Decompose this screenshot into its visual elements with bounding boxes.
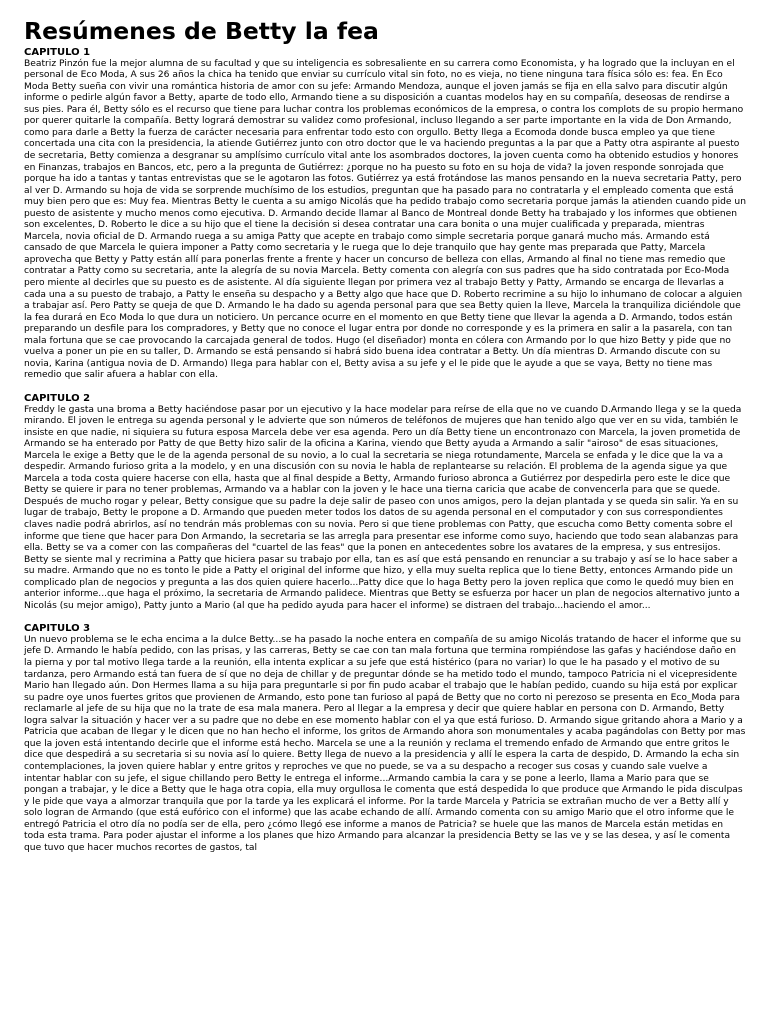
chapter-2 — [24, 393, 746, 612]
chapter-body: Freddy le gasta una broma a Betty haciéndose pasar por un ejecutivo y la hace modelar para reírse de ella que no ve cuando D.Armando llega y se la queda mirando. El joven le entrega su agenda personal y le advierte que son números de teléfonos de mujeres que han tenido algo que ver en su vida, también le insiste en que nadie, ni siquiera su futura esposa Marcela debe ver esa agenda. Pero un día Betty tiene un encontronazo con Marcela, la joven prometida de Armando se ha enterado por Patty de que Betty hizo salir de la oficina a Karina, viendo que Betty ayuda a Armando a salir "airoso" de esas situaciones, Marcela le exige a Betty que le de la agenda personal de su novio, a lo cual la secretaria se niega rotundamente, Marcela se enfada y le dice que la va a despedir. Armando furioso grita a la modelo, y en una discusión con su novia le habla de replantearse su relación. El problema de la agenda sigue ya que Marcela a toda costa quiere hacerse con ella, hasta que al final despide a Betty, Armando furioso abronca a Gutiérrez por despedirla pero este le dice que Betty se quiere ir para no tener problemas, Armando va a hablar con la joven y le hace una tierna caricia que acabe de convencerla para que se quede. Después de mucho rogar y pelear, Betty consigue que su padre la deje salir de paseo con unos amigos, pero la dejan plantada y se queda sin salir. Ya en su lugar de trabajo, Betty le propone a D. Armando que pueden meter todos los datos de su agenda personal en el computador y con sus correspondientes claves nadie podrá abrirlos, así no tendrán más problemas con su novia. Pero si que tiene problemas con Patty, que escucha como Betty comenta sobre el informe que tiene que hacer para Don Armando, la secretaria se las arregla para presentar ese informe como suyo, haciendo que todo sean alabanzas para ella. Betty se va a comer con las compañeras del "cuartel de las feas" que la ponen en antecedentes sobre los avatares de la empresa, y sus entresijos. Betty se siente mal y recrimina a Patty que hiciera pasar su trabajo por ella, tan es así que está pensando en renunciar a su trabajo y así se lo hace saber a su madre. Armando que no es tonto le pide a Patty el original del informe que hizo, y ella muy suelta replica que lo tiene Betty, entonces Armando pide un complicado plan de negocios y pregunta a las dos quien quiere hacerlo...Patty dice que lo haga Betty pero la joven replica que como le quedó muy bien en anterior informe...que haga el próximo, la secretaria de Armando palidece. Mientras que Betty se esfuerza por hacer un plan de negocios alternativo junto a Nicolás (su mejor amigo), Patty junto a Mario (al que ha pedido ayuda para hacer el informe) se distraen del trabajo...haciendo el amor... — [24, 404, 742, 611]
chapter-heading: CAPITULO 2 — [24, 392, 91, 404]
chapter-heading: CAPITULO 1 — [24, 47, 91, 58]
chapter-body: Beatriz Pinzón fue la mejor alumna de su facultad y que su inteligencia es sobresaliente en su carrera como Economista, y ha logrado que la incluyan en el personal de Eco Moda, A sus 26 años la chica ha tenido que enviar su currículo vital sin foto, no es vieja, no tiene ninguna tara física sólo es: fea. En Eco Moda Betty sueña con vivir una romántica historia de amor con su jefe: Armando Mendoza, aunque el joven jamás se fija en ella salvo para discutir algún informe o pedirle algún favor a Betty, aparte de todo ello, Armando tiene a su disposición a cuantas modelos hay en su compañía, deseosas de rendirse a sus pies. Para él, Betty sólo es el recurso que tiene para luchar contra los problemas económicos de la empresa, o contra los complots de su propio hermano por querer quitarle la compañía. Betty logrará demostrar su validez como profesional, incluso llegando a ser parte importante en la vida de Don Armando, como para darle a Betty la fuerza de carácter necesaria para enfrentar todo esto con orgullo. Betty llega a Ecomoda donde busca empleo ya que tiene concertada una cita con la presidencia, la atiende Gutiérrez junto con otro doctor que le va haciendo preguntas a la par que a Patty otra aspirante al puesto de secretaria, Betty comienza a desgranar su amplísimo currículo vital ante los asombrados doctores, la joven cuenta como ha obtenido estudios y honores en Finanzas, trabajos en Bancos, etc, pero a la pregunta de Gutiérrez: ¿porque no ha puesto su foto en su hoja de vida? la joven responde sonrojada que porque ha ido a tantas y tantas entrevistas que se le agotaron las fotos. Gutiérrez ya está frotándose las manos pensando en la nueva secretaria Patty, pero al ver D. Armando su hoja de vida se sorprende muchísimo de los estudios, preguntan que ha pasado para no contratarla y el empleado comenta que está muy bien pero que es: Muy fea. Mientras Betty le cuenta a su amigo Nicolás que ha pedido trabajo como secretaria porque jamás la atienden cuando pide un puesto de asistente y mucho menos como ejecutiva. D. Armando decide llamar al Banco de Montreal donde Betty ha trabajado y los informes que obtienen son excelentes, D. Roberto le dice a su hijo que el tiene la decisión si desea contratar una cara bonita o una mujer cualificada y preparada, mientras Marcela, novia oficial de D. Armando ruega a su amiga Patty que acepte en trabajo como simple secretaria porque ganará mucho más. Armando está cansado de que Marcela le quiera imponer a Patty como secretaria y le ruega que lo deje tranquilo que hay gente mas preparada que Patty, Marcela aprovecha que Betty y Patty están allí para ponerlas frente a frente y hacer un concurso de belleza con ellas, Armando al final no tiene mas remedio que contratar a Patty como su secretaria, ante la alegría de su novia Marcela. Betty comenta con alegría con sus padres que ha sido contratada por Eco-Moda pero miente al decirles que su puesto es de asistente. Al día siguiente llegan por primera vez al trabajo Betty y Patty, Armando se encarga de llevarlas a cada una a su puesto de trabajo, a Patty le enseña su despacho y a Betty algo que hace que D. Roberto recrimine a su hijo lo inhumano de colocar a alguien a trabajar así. Pero Patty se queja de que D. Armando le ha dado su agenda personal para que sea Betty quien la lleve, Marcela la tranquiliza diciéndole que la fea durará en Eco Moda lo que dura un noticiero. Un percance ocurre en el momento en que Betty tiene que llevar la agenda a D. Armando, todos están preparando un desfile para los compradores, y Betty que no conoce el lugar entra por donde no corresponde y es la primera en salir a la pasarela, con tan mala fortuna que se cae provocando la carcajada general de todos. Hugo (el diseñador) monta en cólera con Armando por lo que hizo Betty y pide que no vuelva a poner un pie en su taller, D. Armando se está pensando si habrá sido buena idea contratar a Betty. Un día mientras D. Armando discute con su novia, Karina (antigua novia de D. Armando) llega para hablar con el, Betty avisa a su jefe y el le pide que le ayude a que se vaya, Betty no tiene mas remedio que salir afuera a hablar con ella. — [24, 58, 747, 381]
chapter-spacer — [24, 382, 746, 393]
chapter-3 — [24, 623, 746, 854]
document-title: Resúmenes de Betty la fea — [24, 17, 379, 45]
chapter-heading: CAPITULO 3 — [24, 623, 91, 635]
chapter-body: Un nuevo problema se le echa encima a la dulce Betty...se ha pasado la noche entera en compañía de su amigo Nicolás tratando de hacer el informe que su jefe D. Armando le había pedido, con las prisas, y las carreras, Betty se cae con tan mala fortuna que termina rompiéndose las gafas y haciéndose daño en la pierna y por tal motivo llega tarde a la reunión, ella intenta explicar a su jefe que está histérico (para no variar) lo que le ha pasado y el motivo de su tardanza, pero Armando está tan fuera de sí que no deja de chillar y de preguntar dónde se ha metido todo el mundo, tampoco Patricia ni el vicepresidente Mario han llegado aún. Don Hermes llama a su hija para preguntarle si por fin pudo acabar el trabajo que le habían pedido, cuando su hija está por explicar su padre oye unos fuertes gritos que provienen de Armando, esto pone tan furioso al papá de Betty que no corto ni perezoso se presenta en Eco_Moda para reclamarle al jefe de su hija que no la trate de esa mala manera. Pero al llegar a la empresa y decir que quiere hablar en persona con D. Armando, Betty logra salvar la situación y hacer ver a su padre que no debe en ese momento hablar con el ya que está furioso. D. Armando sigue gritando ahora a Mario y a Patricia que acaban de llegar y le dicen que no han hecho el informe, los gritos de Armando ahora son monumentales y acaba pagándolas con Betty por mas que la joven está intentando decirle que el informe está hecho. Marcela se une a la reunión y reclama el tremendo enfado de Armando que entre gritos le dice que despedirá a su secretaria si su novia así lo quiere. Betty llega de nuevo a la presidencia y allí le espera la carta de despido, D. Armando la echa sin contemplaciones, la joven quiere hablar y entre gritos y reproches ve que no puede, se va a su despacho a recoger sus cosas y cuando sale vuelve a intentar hablar con su jefe, el sigue chillando pero Betty le entrega el informe...Armando cambia la cara y se pone a leerlo, llama a Mario para que se pongan a trabajar, y le dice a Betty que le haga otra copia, ella muy orgullosa le comenta que está despedida lo que produce que Armando le pida disculpas y le pide que vaya a almorzar tranquila que por la tarde ya les explicará el informe. Por la tarde Marcela y Patricia se extrañan mucho de ver a Betty allí y solo logran de Armando (que está eufórico con el informe) que las acabe echando de allí. Armando comenta con su amigo Mario que el otro informe que le entregó Patricia el otro día no podía ser de ella, pero ¿cómo llegó ese informe a manos de Patricia? se huele que las manos de Marcela están metidas en toda esta trama. Para poder ajustar el informe a los planes que hizo Armando para alcanzar la presidencia Betty se las ve y se las desea, y así le comenta que tuvo que hacer muchos recortes de gastos, tal — [24, 634, 746, 853]
chapter-spacer — [24, 612, 746, 623]
chapter-1 — [24, 47, 746, 382]
